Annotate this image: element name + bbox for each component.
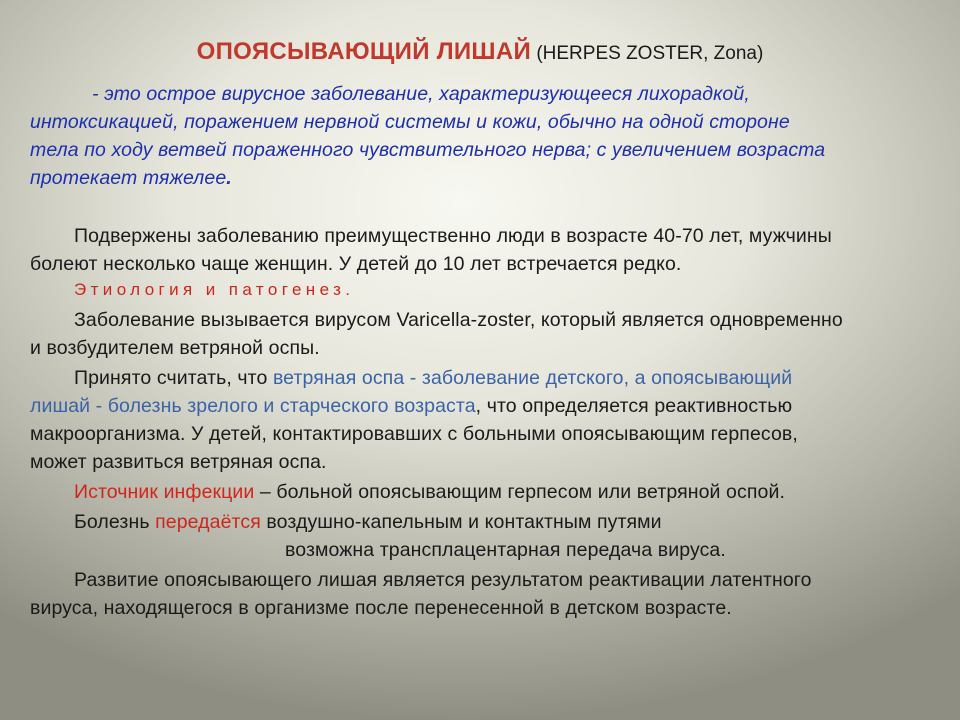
definition-line-4 bbox=[30, 164, 232, 192]
paragraph-development-line-2: вируса, находящегося в организме после перенесенной в детском возрасте. bbox=[30, 597, 732, 619]
paragraph-age-line-1: Подвержены заболеванию преимущественно люди в возрасте 40-70 лет, мужчины bbox=[74, 225, 832, 247]
transmission-intro: Болезнь bbox=[74, 511, 156, 533]
paragraph-cause-line-2: и возбудителем ветряной оспы. bbox=[30, 337, 320, 359]
paragraph-belief-line-1 bbox=[74, 364, 792, 392]
paragraph-source bbox=[74, 478, 785, 506]
definition-line-1: - это острое вирусное заболевание, характеризующееся лихорадкой, bbox=[92, 83, 750, 105]
paragraph-development-line-1: Развитие опоясывающего лишая является результатом реактивации латентного bbox=[74, 569, 812, 591]
section-heading-etiology: Этиология и патогенез. bbox=[74, 280, 355, 299]
belief-continuation: , что определяется реактивностью bbox=[475, 395, 793, 417]
belief-highlight-1: ветряная оспа - заболевание детского, а опоясывающий bbox=[272, 367, 793, 389]
source-label: Источник инфекции bbox=[74, 481, 255, 503]
belief-highlight-2: лишай - болезнь зрелого и старческого возраста bbox=[30, 395, 476, 417]
definition-line-3: тела по ходу ветвей пораженного чувствительного нерва; с увеличением возраста bbox=[30, 139, 826, 161]
belief-intro: Принято считать, что bbox=[74, 367, 273, 389]
paragraph-belief-line-2 bbox=[30, 392, 792, 420]
transmission-line-2: возможна трансплацентарная передача вируса. bbox=[285, 539, 726, 561]
definition-line-2: интоксикацией, поражением нервной системы и кожи, обычно на одной стороне bbox=[30, 111, 790, 133]
definition-line-4-period: . bbox=[226, 167, 232, 189]
transmission-routes: воздушно-капельным и контактным путями bbox=[260, 511, 662, 533]
transmission-line-1 bbox=[74, 508, 662, 536]
source-text: – больной опоясывающим герпесом или ветряной оспой. bbox=[254, 481, 785, 503]
transmission-highlight: передаётся bbox=[155, 511, 261, 533]
paragraph-age-line-2: болеют несколько чаще женщин. У детей до 10 лет встречается редко. bbox=[30, 253, 682, 275]
paragraph-cause-line-1: Заболевание вызывается вирусом Varicella-zoster, который является одновременно bbox=[74, 309, 843, 331]
definition-line-4-text: протекает тяжелее bbox=[30, 167, 227, 189]
slide-title bbox=[0, 36, 960, 71]
title-latin-name: (HERPES ZOSTER, Zona) bbox=[531, 43, 764, 64]
title-main: ОПОЯСЫВАЮЩИЙ ЛИШАЙ bbox=[196, 38, 532, 65]
paragraph-belief-line-4: может развиться ветряная оспа. bbox=[30, 451, 327, 473]
paragraph-belief-line-3: макроорганизма. У детей, контактировавших с больными опоясывающим герпесов, bbox=[30, 423, 798, 445]
